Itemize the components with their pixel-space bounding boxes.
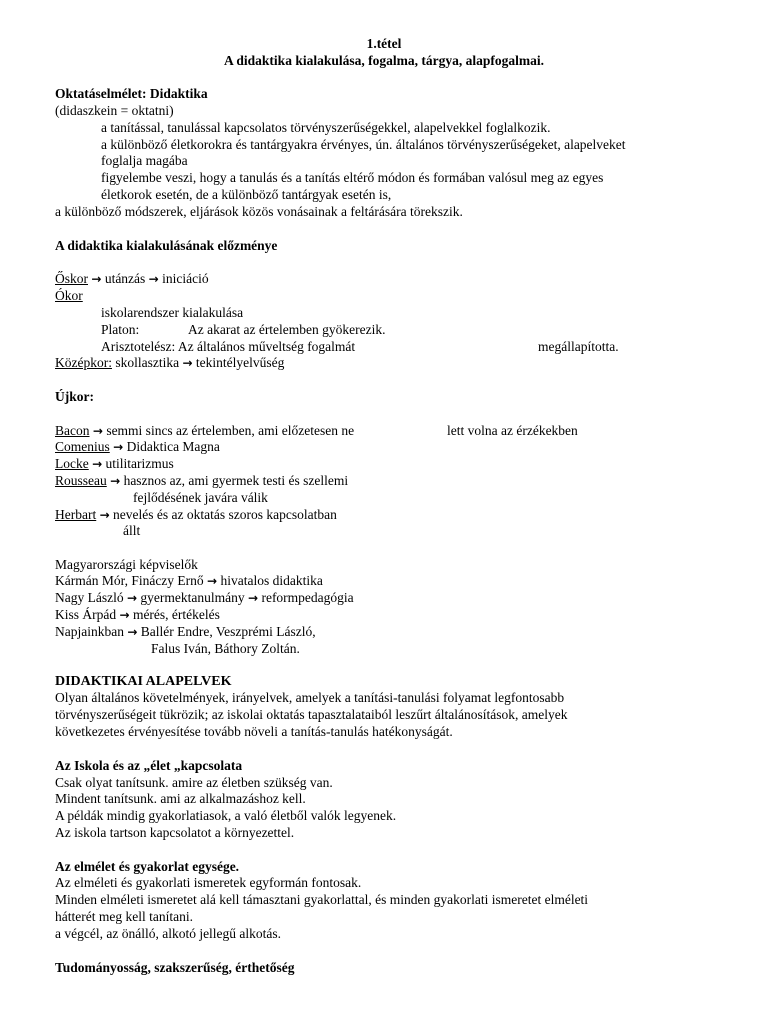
okor-label: Ókor [55, 288, 83, 303]
kozepkor-line: Középkor: skollasztika → tekintélyelvűség [55, 355, 285, 370]
arrow-icon: → [92, 457, 103, 471]
arisztotelesz-text: Arisztotelész: Az általános műveltség fogalmát [101, 339, 356, 354]
arrow-icon: → [207, 574, 218, 588]
arrow-icon: → [110, 474, 121, 488]
hungary-line-5: Falus Iván, Báthory Zoltán. [151, 641, 300, 656]
school-life-line-3: A példák mindig gyakorlatiasok, a való életből valók legyenek. [55, 808, 397, 823]
rousseau-label: Rousseau [55, 473, 107, 488]
section-heading-theory-practice: Az elmélet és gyakorlat egysége. [55, 859, 240, 874]
principles-line-3: következetes érvényesítése tovább növeli a tanítás-tanulás hatékonyságát. [55, 724, 453, 739]
etymology-line: (didaszkein = oktatni) [55, 103, 174, 118]
principles-line-2: törvényszerűségeit tükrözik; az iskolai oktatás tapasztalataiból leszűrt általánosítások, amelyek [55, 707, 568, 722]
bacon-line: Bacon → semmi sincs az értelemben, ami előzetesen ne [55, 423, 355, 438]
hungary-line-1: Kármán Mór, Fináczy Ernő → hivatalos didaktika [55, 573, 323, 588]
oskor-label: Őskor [55, 271, 88, 286]
intro-line-3a: figyelembe veszi, hogy a tanulás és a tanítás eltérő módon és formában valósul meg az egyes [101, 170, 604, 185]
theory-practice-line-2: Minden elméleti ismeretet alá kell támasztani gyakorlattal, és minden gyakorlati ismeretet elméleti [55, 892, 589, 907]
school-life-line-2: Mindent tanítsunk. ami az alkalmazáshoz kell. [55, 791, 306, 806]
arrow-icon: → [119, 608, 130, 622]
section-heading-intro: Oktatáselmélet: Didaktika [55, 86, 208, 101]
locke-label: Locke [55, 456, 89, 471]
herbart-line-2: állt [123, 523, 141, 538]
arrow-icon: → [92, 424, 103, 438]
hungary-line-3: Kiss Árpád → mérés, értékelés [55, 607, 220, 622]
document-title: A didaktika kialakulása, fogalma, tárgya, alapfogalmai. [224, 53, 544, 68]
comenius-line: Comenius → Didaktica Magna [55, 439, 220, 454]
hungary-line-2: Nagy László → gyermektanulmány → reformpedagógia [55, 590, 354, 605]
hungary-heading: Magyarországi képviselők [55, 557, 198, 572]
rousseau-line: Rousseau → hasznos az, ami gyermek testi és szellemi [55, 473, 349, 488]
theory-practice-line-3: hátterét meg kell tanítani. [55, 909, 193, 924]
theory-practice-line-4: a végcél, az önálló, alkotó jellegű alkotás. [55, 926, 282, 941]
rousseau-line-2: fejlődésének javára válik [133, 490, 268, 505]
herbart-line: Herbart → nevelés és az oktatás szoros kapcsolatban [55, 507, 337, 522]
section-heading-ujkor: Újkor: [55, 389, 94, 404]
intro-line-2b: foglalja magába [101, 153, 188, 168]
section-heading-school-life: Az Iskola és az „élet „kapcsolata [55, 758, 243, 773]
section-heading-science: Tudományosság, szakszerűség, érthetőség [55, 960, 295, 975]
arrow-icon: → [182, 356, 193, 370]
theory-practice-line-1: Az elméleti és gyakorlati ismeretek egyformán fontosak. [55, 875, 362, 890]
kozepkor-label: Középkor: [55, 355, 112, 370]
intro-line-2a: a különböző életkorokra és tantárgyakra érvényes, ún. általános törvényszerűségeket, alapelveket [101, 137, 626, 152]
oskor-line: Őskor → utánzás → iniciáció [55, 271, 209, 286]
arrow-icon: → [113, 440, 124, 454]
intro-line-1: a tanítással, tanulással kapcsolatos törvényszerűségekkel, alapelvekkel foglalkozik. [101, 120, 551, 135]
comenius-label: Comenius [55, 439, 110, 454]
document-number: 1.tétel [366, 36, 402, 51]
okor-line-1: iskolarendszer kialakulása [101, 305, 244, 320]
herbart-label: Herbart [55, 507, 97, 522]
section-heading-principles: DIDAKTIKAI ALAPELVEK [55, 674, 232, 689]
hungary-line-4: Napjainkban → Ballér Endre, Veszprémi László, [55, 624, 316, 639]
arrow-icon: → [248, 591, 259, 605]
arrow-icon: → [126, 591, 138, 605]
arisztotelesz-tail: megállapította. [538, 339, 619, 354]
intro-line-4: a különböző módszerek, eljárások közös vonásainak a feltárására törekszik. [55, 204, 463, 219]
bacon-tail: lett volna az érzékekben [447, 423, 578, 438]
school-life-line-1: Csak olyat tanítsunk. amire az életben szükség van. [55, 775, 333, 790]
arrow-icon: → [127, 625, 138, 639]
bacon-label: Bacon [55, 423, 90, 438]
arrow-icon: → [148, 272, 159, 286]
school-life-line-4: Az iskola tartson kapcsolatot a környezettel. [55, 825, 295, 840]
section-heading-history: A didaktika kialakulásának előzménye [55, 238, 278, 253]
intro-line-3b: életkorok esetén, de a különböző tantárgyak esetén is, [101, 187, 392, 202]
arrow-icon: → [99, 508, 110, 522]
platon-text: Az akarat az értelemben gyökerezik. [188, 322, 386, 337]
arrow-icon: → [91, 272, 102, 286]
principles-line-1: Olyan általános követelmények, irányelvek, amelyek a tanítási-tanulási folyamat legfontosabb [55, 690, 565, 705]
locke-line: Locke → utilitarizmus [55, 456, 174, 471]
platon-name: Platon: [101, 322, 140, 337]
